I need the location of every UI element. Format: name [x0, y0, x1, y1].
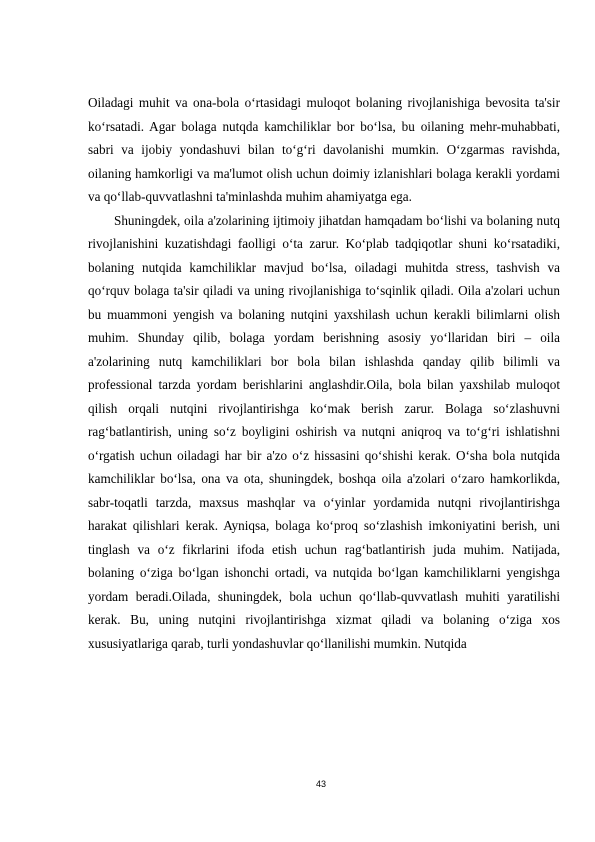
paragraph-2: Shuningdek, oila a'zolarining ijtimoiy jihatdan hamqadam bo‘lishi va bolaning nutq rivojlanishini kuzatishdagi faolligi o‘ta zarur. Ko‘plab tadqiqotlar shuni ko‘rsatadiki, bolaning nutqida kamchiliklar mavjud bo‘lsa, oiladagi muhitda stress, tashvish va qo‘rquv bolaga ta'sir qiladi va uning rivojlanishiga to‘sqinlik qiladi. Oila a'zolari uchun bu muammoni yengish va bolaning nutqini yaxshilash uchun kerakli bilimlarni olish muhim. Shunday qilib, bolaga yordam berishning asosiy yo‘llaridan biri – oila a'zolarining nutq kamchiliklari bor bola bilan ishlashda qanday qilib bilimli va professional tarzda yordam berishlarini anglashdir.Oila, bola bilan yaxshilab muloqot qilish orqali nutqini rivojlantirishga ko‘mak berish zarur. Bolaga so‘zlashuvni rag‘batlantirish, uning so‘z boyligini oshirish va nutqni aniqroq va to‘g‘ri ishlatishni o‘rgatish uchun oiladagi har bir a'zo o‘z hissasini qo‘shishi kerak. O‘sha bola nutqida kamchiliklar bo‘lsa, ona va ota, shuningdek, boshqa oila a'zolari o‘zaro hamkorlikda, sabr-toqatli tarzda, maxsus mashqlar va o‘yinlar yordamida nutqni rivojlantirishga harakat qilishlari kerak. Ayniqsa, bolaga ko‘proq so‘zlashish imkoniyatini berish, uni tinglash va o‘z fikrlarini ifoda etish uchun rag‘batlantirish juda muhim. Natijada, bolaning o‘ziga bo‘lgan ishonchi ortadi, va nutqida bo‘lgan kamchiliklarni yengishga yordam beradi.Oilada, shuningdek, bola uchun qo‘llab-quvvatlash muhiti yaratilishi kerak. Bu, uning nutqini rivojlantirishga xizmat qiladi va bolaning o‘ziga xos xususiyatlariga qarab, turli yondashuvlar qo‘llanilishi mumkin. Nutqida [88, 212, 560, 651]
page-number: 43 [315, 779, 326, 789]
paragraph-1: Oiladagi muhit va ona-bola o‘rtasidagi muloqot bolaning rivojlanishiga bevosita ta'sir ko‘rsatadi. Agar bolaga nutqda kamchiliklar bor bo‘lsa, bu oilaning mehr-muhabbati, sabri va ijobiy yondashuvi bilan to‘g‘ri davolanishi mumkin. O‘zgarmas ravishda, oilaning hamkorligi va ma'lumot olish uchun doimiy izlanishlari bolaga kerakli yordami va qo‘llab-quvvatlashni ta'minlashda muhim ahamiyatga ega. [88, 95, 560, 204]
body-text [88, 91, 560, 655]
